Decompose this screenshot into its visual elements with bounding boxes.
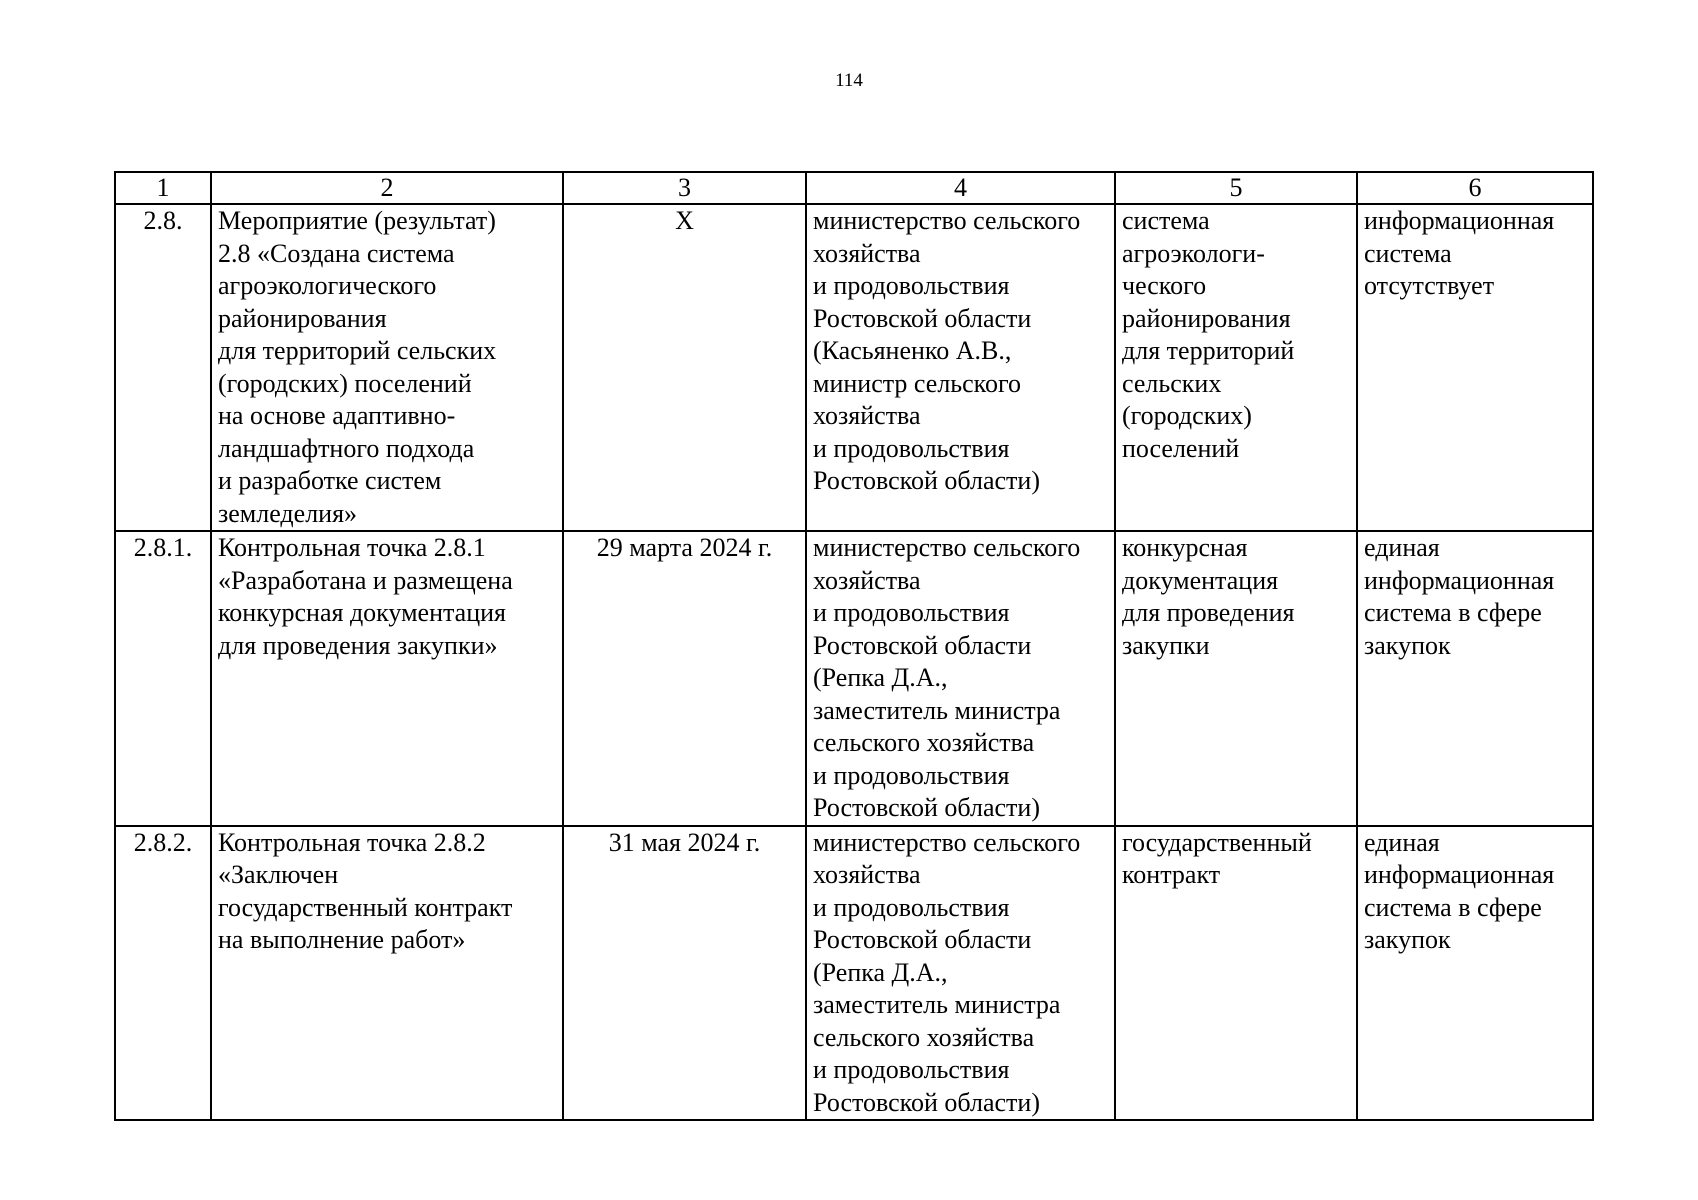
- document-line: поселений: [1122, 433, 1240, 463]
- responsible-line: и продовольствия: [813, 760, 1010, 790]
- document-line: сельских: [1122, 368, 1222, 398]
- responsible-executor: [806, 531, 1115, 826]
- page-number: 114: [835, 70, 863, 91]
- event-name-line: для территорий сельских: [218, 336, 497, 365]
- information-system: [1357, 204, 1593, 531]
- event-name-line: «Разработана и размещена: [218, 565, 513, 595]
- document-line: ческого: [1122, 271, 1207, 300]
- confirming-document: [1115, 204, 1357, 531]
- responsible-line: (Репка Д.А.,: [813, 663, 948, 692]
- table-row: [115, 531, 1593, 826]
- system-line: закупок: [1364, 630, 1451, 660]
- event-name-line: 2.8 «Создана система: [218, 238, 455, 268]
- event-name-line: (городских) поселений: [218, 368, 472, 398]
- responsible-line: министерство сельского: [813, 206, 1081, 235]
- responsible-line: министерство сельского: [813, 827, 1081, 857]
- deadline-date: 31 мая 2024 г.: [563, 826, 806, 1121]
- column-number-1: 1: [115, 172, 211, 204]
- column-number-5: 5: [1115, 172, 1357, 204]
- deadline-date: X: [563, 204, 806, 531]
- system-line: отсутствует: [1364, 271, 1495, 300]
- document-line: контракт: [1122, 860, 1221, 889]
- control-points-table: [114, 171, 1594, 1121]
- document-line: агроэкологи-: [1122, 238, 1265, 268]
- document-line: для территорий: [1122, 336, 1295, 365]
- document-line: государственный: [1122, 827, 1312, 857]
- document-line: районирования: [1122, 303, 1291, 333]
- confirming-document: [1115, 826, 1357, 1121]
- responsible-line: (Репка Д.А.,: [813, 957, 948, 987]
- column-number-6: 6: [1357, 172, 1593, 204]
- responsible-line: Ростовской области: [813, 303, 1032, 333]
- event-name-line: для проведения закупки»: [218, 630, 498, 660]
- responsible-line: Ростовской области): [813, 1087, 1040, 1117]
- confirming-document: [1115, 531, 1357, 826]
- event-name-line: на выполнение работ»: [218, 925, 466, 954]
- responsible-line: (Касьяненко А.В.,: [813, 336, 1012, 365]
- responsible-line: Ростовской области): [813, 793, 1040, 822]
- row-number: 2.8.: [115, 204, 211, 531]
- system-line: система в сфере: [1364, 598, 1542, 627]
- column-number-4: 4: [806, 172, 1115, 204]
- row-number: 2.8.1.: [115, 531, 211, 826]
- system-line: информационная: [1364, 565, 1555, 595]
- event-name-line: агроэкологического: [218, 271, 437, 300]
- responsible-line: и продовольствия: [813, 433, 1010, 463]
- document-line: система: [1122, 206, 1210, 235]
- system-line: единая: [1364, 533, 1440, 562]
- event-name-line: земледелия»: [218, 498, 358, 528]
- responsible-line: хозяйства: [813, 401, 921, 430]
- table-header-row: [115, 172, 1593, 204]
- system-line: закупок: [1364, 925, 1451, 954]
- column-number-3: 3: [563, 172, 806, 204]
- row-number: 2.8.2.: [115, 826, 211, 1121]
- table-row: [115, 826, 1593, 1121]
- responsible-line: и продовольствия: [813, 1055, 1010, 1084]
- event-name: [211, 826, 563, 1121]
- responsible-line: хозяйства: [813, 238, 921, 268]
- event-name: [211, 531, 563, 826]
- information-system: [1357, 531, 1593, 826]
- responsible-line: сельского хозяйства: [813, 728, 1035, 757]
- event-name-line: районирования: [218, 303, 387, 333]
- document-line: для проведения: [1122, 598, 1295, 627]
- responsible-executor: [806, 204, 1115, 531]
- responsible-executor: [806, 826, 1115, 1121]
- responsible-line: Ростовской области): [813, 466, 1040, 495]
- column-number-2: 2: [211, 172, 563, 204]
- responsible-line: министр сельского: [813, 368, 1022, 398]
- responsible-line: Ростовской области: [813, 925, 1032, 954]
- responsible-line: и продовольствия: [813, 271, 1010, 300]
- event-name-line: «Заключен: [218, 860, 339, 889]
- document-line: (городских): [1122, 401, 1252, 430]
- system-line: единая: [1364, 827, 1440, 857]
- document-line: закупки: [1122, 630, 1210, 660]
- event-name-line: конкурсная документация: [218, 598, 507, 627]
- system-line: информационная: [1364, 860, 1555, 889]
- event-name-line: государственный контракт: [218, 892, 513, 922]
- document-line: конкурсная: [1122, 533, 1248, 562]
- system-line: система в сфере: [1364, 892, 1542, 922]
- responsible-line: заместитель министра: [813, 695, 1061, 725]
- event-name-line: на основе адаптивно-: [218, 401, 456, 430]
- system-line: информационная: [1364, 206, 1555, 235]
- event-name: [211, 204, 563, 531]
- responsible-line: и продовольствия: [813, 598, 1010, 627]
- responsible-line: сельского хозяйства: [813, 1022, 1035, 1052]
- responsible-line: заместитель министра: [813, 990, 1061, 1019]
- responsible-line: хозяйства: [813, 565, 921, 595]
- responsible-line: Ростовской области: [813, 630, 1032, 660]
- responsible-line: министерство сельского: [813, 533, 1081, 562]
- document-line: документация: [1122, 565, 1279, 595]
- event-name-line: и разработке систем: [218, 466, 442, 495]
- event-name-line: Мероприятие (результат): [218, 206, 496, 235]
- table-row: [115, 204, 1593, 531]
- event-name-line: Контрольная точка 2.8.2: [218, 827, 486, 857]
- event-name-line: ландшафтного подхода: [218, 433, 475, 463]
- responsible-line: хозяйства: [813, 860, 921, 889]
- deadline-date: 29 марта 2024 г.: [563, 531, 806, 826]
- responsible-line: и продовольствия: [813, 892, 1010, 922]
- information-system: [1357, 826, 1593, 1121]
- system-line: система: [1364, 238, 1452, 268]
- event-name-line: Контрольная точка 2.8.1: [218, 533, 486, 562]
